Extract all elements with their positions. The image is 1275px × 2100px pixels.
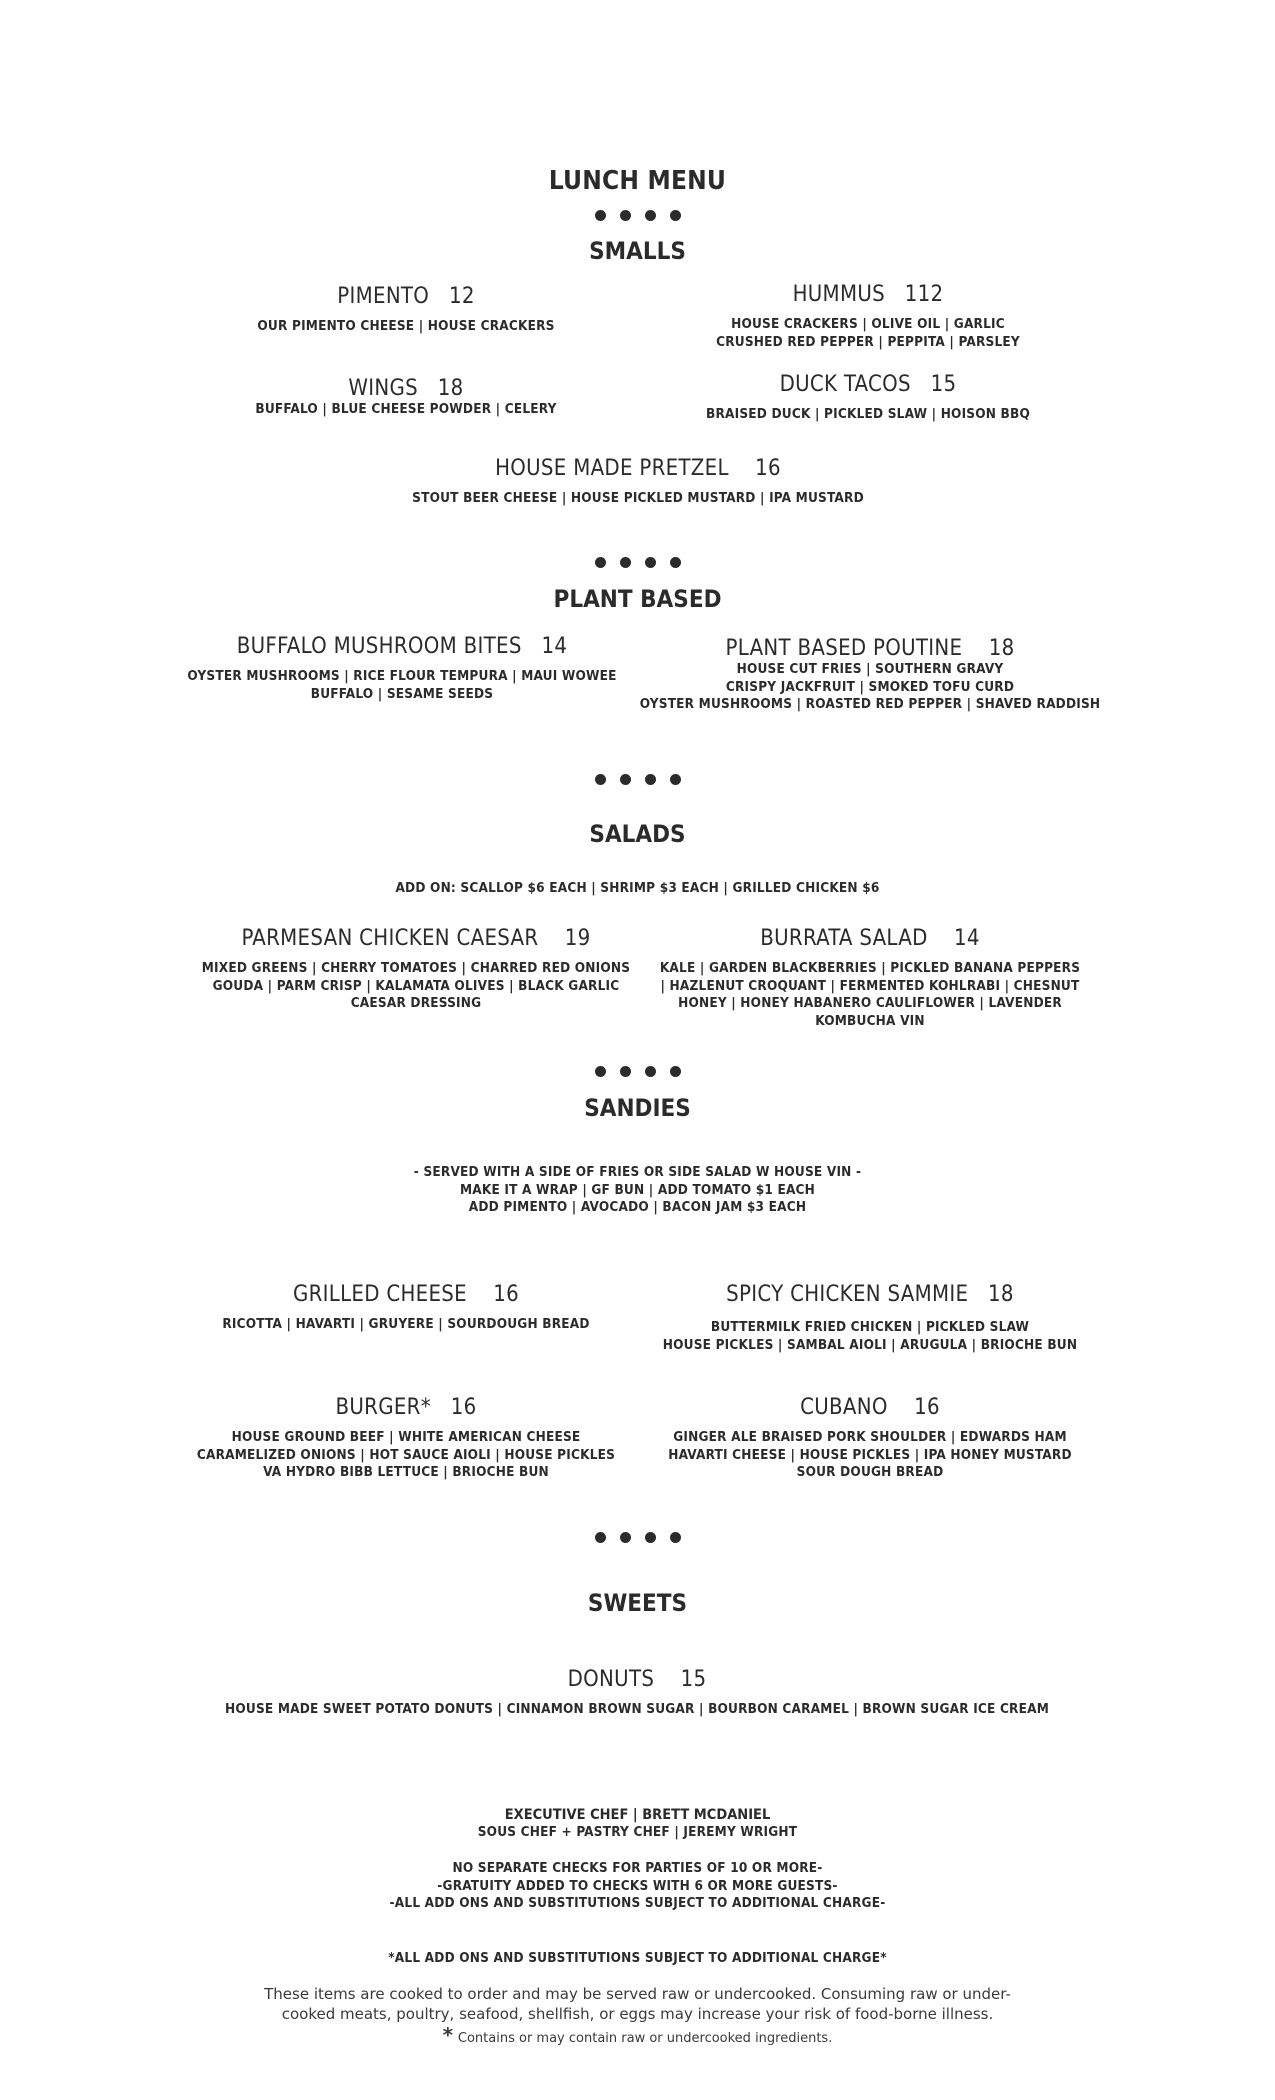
- item-price: 18: [988, 636, 1015, 661]
- item-desc-line: BRAISED DUCK | PICKLED SLAW | HOISON BBQ: [706, 406, 1030, 422]
- item-desc-line: KALE | GARDEN BLACKBERRIES | PICKLED BANANA PEPPERS: [659, 960, 1081, 976]
- item-name: GRILLED CHEESE: [292, 1282, 467, 1307]
- item-name: BURRATA SALAD: [760, 926, 928, 951]
- item-name: CUBANO: [800, 1395, 888, 1420]
- menu-item-burrata-salad: [650, 926, 1090, 1030]
- footer-policies: [0, 1860, 1275, 1913]
- raw-food-warning: [0, 1984, 1275, 2049]
- item-desc-line: BUFFALO | SESAME SEEDS: [310, 685, 494, 702]
- item-price: 15: [680, 1667, 707, 1692]
- menu-item-hummus: [668, 282, 1068, 351]
- section-title-salads: SALADS: [589, 820, 686, 848]
- policy-line: -ALL ADD ONS AND SUBSTITUTIONS SUBJECT TO ADDITIONAL CHARGE-: [389, 1895, 886, 1911]
- item-desc-line: STOUT BEER CHEESE | HOUSE PICKLED MUSTARD | IPA MUSTARD: [412, 490, 864, 506]
- item-price: 12: [448, 284, 475, 309]
- warning-line: cooked meats, poultry, seafood, shellfish, or eggs may increase your risk of food-borne illness.: [281, 2005, 994, 2023]
- warning-line: These items are cooked to order and may be served raw or undercooked. Consuming raw or under-: [264, 1985, 1011, 2003]
- asterisk-mark: *: [442, 2023, 454, 2047]
- item-name: HUMMUS: [792, 282, 885, 307]
- item-desc-line: HAVARTI CHEESE | HOUSE PICKLES | IPA HONEY MUSTARD: [668, 1446, 1072, 1463]
- item-price: 16: [914, 1395, 940, 1420]
- item-desc-line: RICOTTA | HAVARTI | GRUYERE | SOURDOUGH BREAD: [222, 1316, 590, 1332]
- section-title-sandies: SANDIES: [584, 1094, 691, 1122]
- executive-chef: EXECUTIVE CHEF | BRETT MCDANIEL: [504, 1807, 771, 1823]
- item-price: 16: [755, 456, 781, 481]
- menu-item-plant-based-poutine: [630, 636, 1110, 714]
- divider-dots: [0, 549, 1275, 574]
- note-line: MAKE IT A WRAP | GF BUN | ADD TOMATO $1 EACH: [459, 1181, 816, 1198]
- item-desc-line: OYSTER MUSHROOMS | RICE FLOUR TEMPURA | MAUI WOWEE: [187, 668, 617, 684]
- item-desc-line: CRUSHED RED PEPPER | PEPPITA | PARSLEY: [716, 333, 1020, 350]
- item-desc-line: GINGER ALE BRAISED PORK SHOULDER | EDWARDS HAM: [673, 1429, 1067, 1445]
- item-name: BURGER*: [335, 1395, 431, 1420]
- note-line: ADD PIMENTO | AVOCADO | BACON JAM $3 EACH: [468, 1199, 807, 1215]
- item-name: HOUSE MADE PRETZEL: [495, 456, 729, 481]
- item-desc-line: SOUR DOUGH BREAD: [796, 1464, 944, 1480]
- policy-line: NO SEPARATE CHECKS FOR PARTIES OF 10 OR MORE-: [452, 1860, 823, 1876]
- item-name: PIMENTO: [337, 284, 430, 309]
- item-desc-line: HOUSE CUT FRIES | SOUTHERN GRAVY: [736, 661, 1004, 677]
- item-price: 14: [953, 926, 980, 951]
- item-price: 14: [541, 634, 568, 659]
- item-price: 112: [904, 282, 944, 307]
- item-desc-line: BUFFALO | BLUE CHEESE POWDER | CELERY: [255, 401, 557, 417]
- section-title-plant-based: PLANT BASED: [553, 585, 722, 613]
- item-price: 16: [493, 1282, 520, 1307]
- menu-title: LUNCH MENU: [548, 166, 727, 196]
- menu-item-grilled-cheese: [186, 1282, 626, 1334]
- item-name: BUFFALO MUSHROOM BITES: [236, 634, 522, 659]
- sandies-notes: [0, 1164, 1275, 1217]
- item-price: 18: [437, 376, 464, 401]
- salads-add-on: ADD ON: SCALLOP $6 EACH | SHRIMP $3 EACH | GRILLED CHICKEN $6: [395, 880, 880, 896]
- item-name: PLANT BASED POUTINE: [725, 636, 963, 661]
- item-desc-line: GOUDA | PARM CRISP | KALAMATA OLIVES | BLACK GARLIC: [212, 977, 620, 994]
- item-price: 18: [988, 1282, 1014, 1307]
- item-name: SPICY CHICKEN SAMMIE: [726, 1282, 969, 1307]
- item-desc-line: VA HYDRO BIBB LETTUCE | BRIOCHE BUN: [263, 1464, 549, 1480]
- menu-item-duck-tacos: [668, 372, 1068, 424]
- section-title-smalls: SMALLS: [589, 237, 686, 265]
- menu-item-wings: [206, 376, 606, 419]
- menu-item-burger: [186, 1395, 626, 1482]
- item-name: PARMESAN CHICKEN CAESAR: [241, 926, 539, 951]
- menu-item-spicy-chicken-sammie: [650, 1282, 1090, 1354]
- sous-chef: SOUS CHEF + PASTRY CHEF | JEREMY WRIGHT: [477, 1824, 798, 1840]
- item-desc-line: HOUSE MADE SWEET POTATO DONUTS | CINNAMON BROWN SUGAR | BOURBON CARAMEL | BROWN SUGAR ICE CREAM: [225, 1701, 1049, 1717]
- note-line: - SERVED WITH A SIDE OF FRIES OR SIDE SALAD W HOUSE VIN -: [413, 1164, 862, 1180]
- asterisk-note: Contains or may contain raw or undercooked ingredients.: [457, 2031, 833, 2046]
- divider-dots: [0, 766, 1275, 791]
- item-desc-line: HOUSE PICKLES | SAMBAL AIOLI | ARUGULA | BRIOCHE BUN: [662, 1336, 1078, 1353]
- item-name: WINGS: [348, 376, 419, 401]
- item-desc-line: KOMBUCHA VIN: [815, 1012, 925, 1029]
- item-desc-line: OUR PIMENTO CHEESE | HOUSE CRACKERS: [257, 318, 555, 334]
- item-desc-line: OYSTER MUSHROOMS | ROASTED RED PEPPER | SHAVED RADDISH: [639, 696, 1101, 712]
- menu-item-cubano: [650, 1395, 1090, 1482]
- item-desc-line: HOUSE CRACKERS | OLIVE OIL | GARLIC: [731, 316, 1005, 332]
- item-desc-line: | HAZLENUT CROQUANT | FERMENTED KOHLRABI | CHESNUT: [660, 977, 1080, 994]
- divider-dots: [0, 1058, 1275, 1083]
- menu-item-pretzel: [338, 456, 938, 508]
- item-name: DONUTS: [567, 1667, 655, 1692]
- section-title-sweets: SWEETS: [587, 1589, 688, 1617]
- item-desc-line: HONEY | HONEY HABANERO CAULIFLOWER | LAVENDER: [678, 995, 1062, 1011]
- menu-item-buffalo-mushroom-bites: [182, 634, 622, 703]
- menu-item-parmesan-chicken-caesar: [186, 926, 646, 1013]
- item-price: 19: [564, 926, 591, 951]
- item-desc-line: BUTTERMILK FRIED CHICKEN | PICKLED SLAW: [710, 1319, 1030, 1335]
- item-price: 15: [930, 372, 957, 397]
- item-desc-line: CAESAR DRESSING: [350, 995, 482, 1011]
- item-desc-line: CRISPY JACKFRUIT | SMOKED TOFU CURD: [725, 678, 1015, 695]
- menu-item-pimento: [206, 284, 606, 336]
- policy-line: -GRATUITY ADDED TO CHECKS WITH 6 OR MORE GUESTS-: [437, 1877, 838, 1894]
- divider-dots: [0, 202, 1275, 227]
- item-name: DUCK TACOS: [779, 372, 911, 397]
- item-price: 16: [450, 1395, 477, 1420]
- item-desc-line: CARAMELIZED ONIONS | HOT SAUCE AIOLI | HOUSE PICKLES: [196, 1446, 616, 1463]
- item-desc-line: HOUSE GROUND BEEF | WHITE AMERICAN CHEESE: [231, 1429, 581, 1445]
- item-desc-line: MIXED GREENS | CHERRY TOMATOES | CHARRED RED ONIONS: [201, 960, 631, 976]
- divider-dots: [0, 1524, 1275, 1549]
- menu-item-donuts: [137, 1667, 1137, 1719]
- charge-note: *ALL ADD ONS AND SUBSTITUTIONS SUBJECT TO ADDITIONAL CHARGE*: [388, 1950, 887, 1966]
- footer-credits: [0, 1806, 1275, 1842]
